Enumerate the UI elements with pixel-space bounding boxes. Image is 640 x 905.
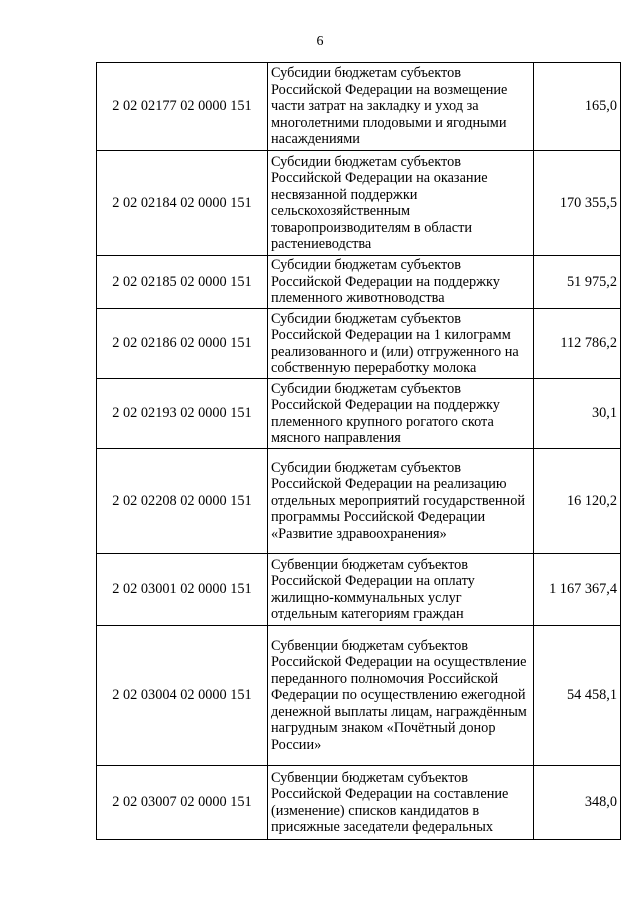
revenue-amount: 170 355,5 xyxy=(534,151,621,256)
revenue-description: Субвенции бюджетам субъектов Российской Федерации на осуществление переданного полномочия Российской Федерации по осуществлению ежегодной денежной выплаты лицам, награждённым нагрудным знаком «Почётный донор России» xyxy=(268,626,534,766)
revenue-amount: 16 120,2 xyxy=(534,449,621,554)
table-row xyxy=(97,626,621,766)
revenue-description: Субсидии бюджетам субъектов Российской Федерации на реализацию отдельных мероприятий государственной программы Российской Федерации «Развитие здравоохранения» xyxy=(268,449,534,554)
revenue-amount: 51 975,2 xyxy=(534,256,621,309)
table-container xyxy=(96,62,621,842)
revenue-amount: 112 786,2 xyxy=(534,309,621,379)
revenue-code: 2 02 03004 02 0000 151 xyxy=(97,626,268,766)
revenue-amount: 165,0 xyxy=(534,63,621,151)
table-row xyxy=(97,379,621,449)
revenue-code: 2 02 03001 02 0000 151 xyxy=(97,554,268,626)
revenue-description: Субсидии бюджетам субъектов Российской Федерации на оказание несвязанной поддержки сельскохозяйственным товаропроизводителям в области растениеводства xyxy=(268,151,534,256)
revenue-description: Субвенции бюджетам субъектов Российской Федерации на оплату жилищно-коммунальных услуг отдельным категориям граждан xyxy=(268,554,534,626)
revenue-code: 2 02 02184 02 0000 151 xyxy=(97,151,268,256)
table-row xyxy=(97,449,621,554)
revenue-amount: 348,0 xyxy=(534,766,621,840)
revenue-code: 2 02 02177 02 0000 151 xyxy=(97,63,268,151)
revenue-description: Субвенции бюджетам субъектов Российской Федерации на составление (изменение) списков кандидатов в присяжные заседатели федеральных xyxy=(268,766,534,840)
table-row xyxy=(97,256,621,309)
budget-revenue-table xyxy=(96,62,621,840)
revenue-description: Субсидии бюджетам субъектов Российской Федерации на 1 килограмм реализованного и (или) отгруженного на собственную переработку молока xyxy=(268,309,534,379)
revenue-code: 2 02 02186 02 0000 151 xyxy=(97,309,268,379)
revenue-description: Субсидии бюджетам субъектов Российской Федерации на поддержку племенного крупного рогатого скота мясного направления xyxy=(268,379,534,449)
revenue-code: 2 02 02185 02 0000 151 xyxy=(97,256,268,309)
table-row xyxy=(97,766,621,840)
revenue-code: 2 02 02193 02 0000 151 xyxy=(97,379,268,449)
revenue-code: 2 02 02208 02 0000 151 xyxy=(97,449,268,554)
table-row xyxy=(97,63,621,151)
revenue-amount: 30,1 xyxy=(534,379,621,449)
revenue-description: Субсидии бюджетам субъектов Российской Федерации на поддержку племенного животноводства xyxy=(268,256,534,309)
revenue-code: 2 02 03007 02 0000 151 xyxy=(97,766,268,840)
revenue-description: Субсидии бюджетам субъектов Российской Федерации на возмещение части затрат на закладку и уход за многолетними плодовыми и ягодными насаждениями xyxy=(268,63,534,151)
table-row xyxy=(97,309,621,379)
table-row xyxy=(97,151,621,256)
table-row xyxy=(97,554,621,626)
revenue-amount: 54 458,1 xyxy=(534,626,621,766)
revenue-amount: 1 167 367,4 xyxy=(534,554,621,626)
page-number: 6 xyxy=(316,34,324,49)
